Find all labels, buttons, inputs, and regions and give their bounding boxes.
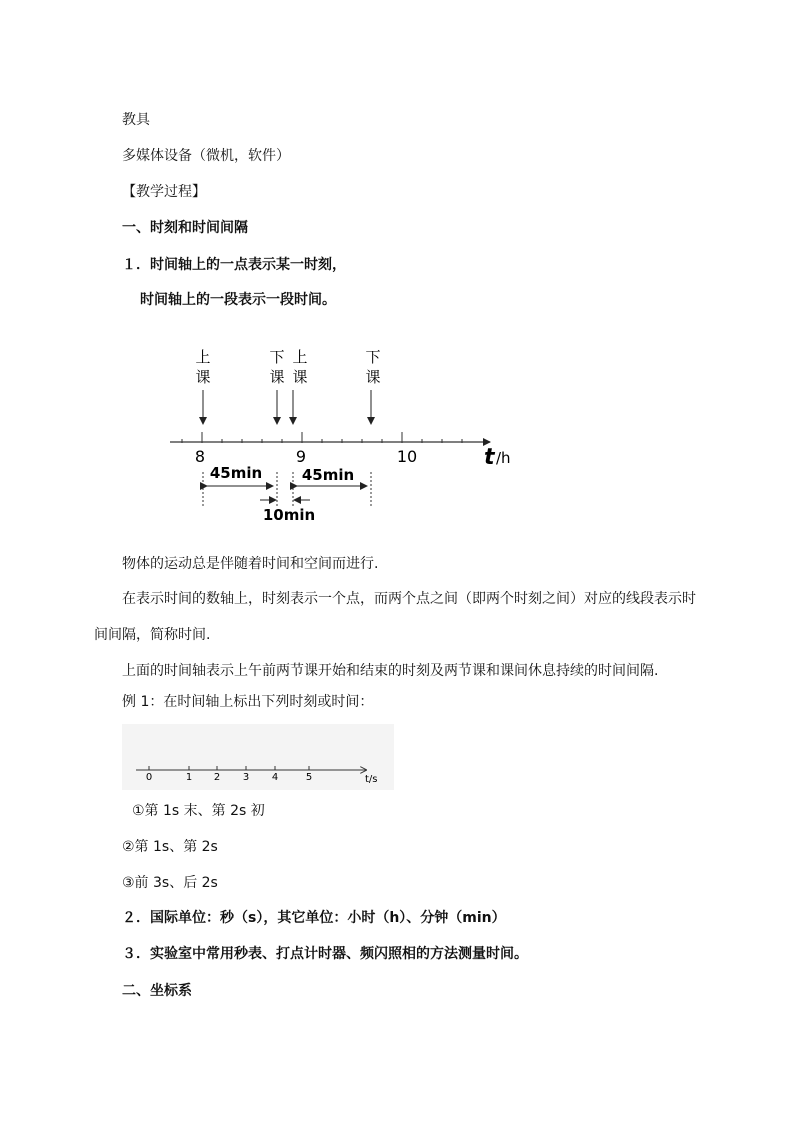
item-2: ②第 1s、第 2s	[122, 839, 218, 855]
class-start-2-label-top: 上	[292, 348, 308, 366]
section-1-heading: 一、时刻和时间间隔	[122, 220, 248, 236]
class-end-1-label-top: 下	[269, 348, 285, 366]
multimedia-text: 多媒体设备（微机，软件）	[122, 148, 290, 164]
example-number-line	[122, 724, 394, 790]
point-1-line-1: １．时间轴上的一点表示某一时刻，	[122, 257, 346, 273]
point-2: ２．国际单位：秒（s），其它单位：小时（h）、分钟（min）	[122, 910, 506, 926]
tick-label-9: 9	[295, 447, 307, 466]
paragraph-2-line-1: 在表示时间的数轴上，时刻表示一个点，而两个点之间（即两个时刻之间）对应的线段表示时	[122, 591, 696, 607]
class-end-1-label-bottom: 课	[269, 368, 285, 386]
number-line-axis-label: t/s	[365, 774, 378, 785]
number-line-label-4: 4	[271, 772, 279, 783]
number-line-label-0: 0	[145, 772, 153, 783]
process-heading: 【教学过程】	[122, 184, 206, 200]
number-line-label-1: 1	[185, 772, 193, 783]
paragraph-2-line-2: 间间隔，简称时间.	[94, 627, 211, 643]
item-1: ①第 1s 末、第 2s 初	[132, 803, 265, 819]
tick-label-10: 10	[396, 447, 418, 466]
paragraph-3: 上面的时间轴表示上午前两节课开始和结束的时刻及两节课和课间休息持续的时间间隔.	[122, 663, 659, 679]
paragraph-1: 物体的运动总是伴随着时间和空间而进行.	[122, 556, 379, 572]
number-line-label-2: 2	[213, 772, 221, 783]
teaching-aids-label: 教具	[122, 112, 150, 128]
time-axis-ticks	[182, 432, 462, 443]
tick-label-8: 8	[194, 447, 206, 466]
class-start-2-label-bottom: 课	[292, 368, 308, 386]
point-3: ３．实验室中常用秒表、打点计时器、频闪照相的方法测量时间。	[122, 946, 528, 962]
section-2-heading: 二、坐标系	[122, 983, 192, 999]
item-3: ③前 3s、后 2s	[122, 875, 218, 891]
class-start-1-label-bottom: 课	[195, 368, 211, 386]
axis-unit-h: /h	[496, 449, 511, 467]
number-line-label-5: 5	[305, 772, 313, 783]
first-class-duration: 45min	[209, 464, 263, 482]
example-1-prompt: 例 1：在时间轴上标出下列时刻或时间：	[122, 694, 374, 710]
class-start-1-label-top: 上	[195, 348, 211, 366]
second-class-duration: 45min	[301, 466, 355, 484]
class-time-axis-diagram	[160, 340, 530, 530]
break-duration: 10min	[262, 506, 316, 524]
number-line-label-3: 3	[242, 772, 250, 783]
axis-variable-t: t	[484, 445, 495, 470]
point-1-line-2: 时间轴上的一段表示一段时间。	[140, 292, 336, 308]
class-end-2-label-bottom: 课	[365, 368, 381, 386]
class-end-2-label-top: 下	[365, 348, 381, 366]
